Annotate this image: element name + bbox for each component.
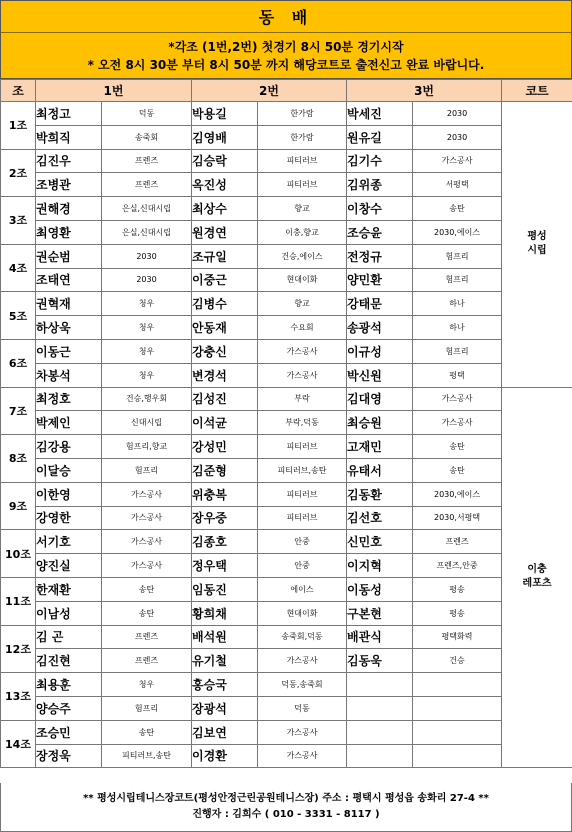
player-name: 최정호 — [36, 387, 102, 411]
player-name: 이경환 — [192, 744, 258, 768]
notice-line-1: *각조 (1번,2번) 첫경기 8시 50분 경기시작 — [168, 39, 404, 54]
player-club: 건승 — [413, 649, 502, 673]
player-club: 은실,신대시립 — [102, 220, 192, 244]
table-row — [1, 244, 572, 268]
player-name: 배관식 — [347, 625, 413, 649]
player-club: 프렌즈 — [102, 149, 192, 173]
player-name: 박신원 — [347, 363, 413, 387]
player-name: 원경연 — [192, 220, 258, 244]
player-club: 덕동 — [258, 696, 347, 720]
player-club: 현대이화 — [258, 268, 347, 292]
table-row — [1, 696, 572, 720]
player-club: 프렌즈 — [102, 173, 192, 197]
table-row — [1, 125, 572, 149]
player-name: 하상욱 — [36, 316, 102, 340]
player-name: 송광석 — [347, 316, 413, 340]
player-club: 평택 — [413, 363, 502, 387]
player-club: 송죽회 — [102, 125, 192, 149]
footer — [0, 783, 572, 832]
player-club: 덕동,송죽회 — [258, 673, 347, 697]
player-club: 험프리 — [413, 339, 502, 363]
player-club: 피티러브 — [258, 149, 347, 173]
player-club: 험프리 — [102, 696, 192, 720]
table-row — [1, 554, 572, 578]
player-name: 이동성 — [347, 577, 413, 601]
player-club: 2030 — [102, 244, 192, 268]
player-name: 양진실 — [36, 554, 102, 578]
player-name: 황희채 — [192, 601, 258, 625]
table-row — [1, 149, 572, 173]
table-row — [1, 363, 572, 387]
player-name: 안동재 — [192, 316, 258, 340]
header-group: 조 — [1, 80, 36, 102]
player-club: 2030 — [102, 268, 192, 292]
player-club — [413, 744, 502, 768]
table-row — [1, 339, 572, 363]
player-name: 김 곤 — [36, 625, 102, 649]
player-club: 가스공사 — [258, 720, 347, 744]
player-club: 2030,서평택 — [413, 506, 502, 530]
player-name: 강성민 — [192, 435, 258, 459]
player-name: 양민환 — [347, 268, 413, 292]
player-club: 청우 — [102, 673, 192, 697]
player-name: 이석균 — [192, 411, 258, 435]
player-name: 조병관 — [36, 173, 102, 197]
player-club: 피티러브 — [258, 435, 347, 459]
table-row — [1, 173, 572, 197]
table-header-row — [1, 80, 572, 102]
table-row — [1, 482, 572, 506]
player-club: 가스공사 — [413, 411, 502, 435]
player-club: 험프리 — [102, 458, 192, 482]
player-club: 수요회 — [258, 316, 347, 340]
table-row — [1, 292, 572, 316]
player-club: 피티러브 — [258, 482, 347, 506]
group-label: 8조 — [1, 435, 36, 483]
group-label: 1조 — [1, 102, 36, 150]
player-club: 서평택 — [413, 173, 502, 197]
player-name: 위충복 — [192, 482, 258, 506]
player-name: 이동근 — [36, 339, 102, 363]
player-name: 박희직 — [36, 125, 102, 149]
player-name: 김병수 — [192, 292, 258, 316]
player-name: 강태문 — [347, 292, 413, 316]
group-label: 2조 — [1, 149, 36, 197]
player-club: 송탄 — [102, 577, 192, 601]
player-name — [347, 744, 413, 768]
player-club: 에이스 — [258, 577, 347, 601]
player-name: 박제인 — [36, 411, 102, 435]
player-club: 가스공사 — [258, 649, 347, 673]
player-name: 조규일 — [192, 244, 258, 268]
player-club — [413, 720, 502, 744]
group-label: 10조 — [1, 530, 36, 578]
player-club: 가스공사 — [258, 363, 347, 387]
player-club — [413, 696, 502, 720]
player-name: 이규성 — [347, 339, 413, 363]
group-label: 9조 — [1, 482, 36, 530]
player-name: 김위종 — [347, 173, 413, 197]
header-player-3: 3번 — [347, 80, 502, 102]
player-club: 건승,에이스 — [258, 244, 347, 268]
player-club: 한가람 — [258, 102, 347, 126]
table-row — [1, 601, 572, 625]
player-name: 장정욱 — [36, 744, 102, 768]
player-club: 2030,에이스 — [413, 220, 502, 244]
table-row — [1, 577, 572, 601]
player-name: 김대영 — [347, 387, 413, 411]
table-row — [1, 220, 572, 244]
player-club: 건승,행우회 — [102, 387, 192, 411]
player-club: 험프리,향교 — [102, 435, 192, 459]
header-player-2: 2번 — [192, 80, 347, 102]
player-name: 강영한 — [36, 506, 102, 530]
player-name: 전정규 — [347, 244, 413, 268]
table-row — [1, 506, 572, 530]
player-name: 정우택 — [192, 554, 258, 578]
group-label: 7조 — [1, 387, 36, 435]
player-club: 가스공사 — [413, 387, 502, 411]
table-row — [1, 458, 572, 482]
group-label: 4조 — [1, 244, 36, 292]
player-name: 한재환 — [36, 577, 102, 601]
table-row — [1, 411, 572, 435]
player-club: 가스공사 — [102, 482, 192, 506]
player-name: 홍승국 — [192, 673, 258, 697]
player-name: 김영배 — [192, 125, 258, 149]
player-name: 배석원 — [192, 625, 258, 649]
player-name: 이중근 — [192, 268, 258, 292]
table-row — [1, 530, 572, 554]
player-name: 김보연 — [192, 720, 258, 744]
player-name: 김종호 — [192, 530, 258, 554]
player-name: 원유길 — [347, 125, 413, 149]
player-name: 조태연 — [36, 268, 102, 292]
player-club: 현대이화 — [258, 601, 347, 625]
player-name: 권혁재 — [36, 292, 102, 316]
player-name: 최상수 — [192, 197, 258, 221]
player-name: 최용훈 — [36, 673, 102, 697]
player-name: 김승락 — [192, 149, 258, 173]
player-name: 이창수 — [347, 197, 413, 221]
player-name: 김성진 — [192, 387, 258, 411]
table-row — [1, 720, 572, 744]
group-label: 5조 — [1, 292, 36, 340]
player-name: 신민호 — [347, 530, 413, 554]
player-name: 이지혁 — [347, 554, 413, 578]
notice-banner — [0, 33, 572, 79]
table-row — [1, 435, 572, 459]
footer-address: ** 평성시립테니스장코트(평성안정근린공원테니스장) 주소 : 평택시 평성읍 송화리 27-4 ** — [83, 793, 489, 804]
player-name: 김기수 — [347, 149, 413, 173]
player-club: 2030,에이스 — [413, 482, 502, 506]
footer-organizer: 진행자 : 김희수 ( 010 - 3331 - 8117 ) — [192, 809, 380, 820]
player-club: 송탄 — [413, 458, 502, 482]
table-row — [1, 102, 572, 126]
player-name — [347, 720, 413, 744]
player-name: 김진현 — [36, 649, 102, 673]
player-name: 변경석 — [192, 363, 258, 387]
player-name: 서기호 — [36, 530, 102, 554]
player-name: 옥진성 — [192, 173, 258, 197]
group-table — [0, 79, 572, 768]
player-club: 평택화력 — [413, 625, 502, 649]
player-club: 가스공사 — [413, 149, 502, 173]
table-row — [1, 673, 572, 697]
player-name: 차봉석 — [36, 363, 102, 387]
player-name: 권해경 — [36, 197, 102, 221]
player-club: 향교 — [258, 197, 347, 221]
player-club: 안중 — [258, 554, 347, 578]
table-row — [1, 387, 572, 411]
player-name: 김진우 — [36, 149, 102, 173]
player-name: 장우중 — [192, 506, 258, 530]
player-name: 고재민 — [347, 435, 413, 459]
player-club: 청우 — [102, 292, 192, 316]
group-label: 13조 — [1, 673, 36, 721]
player-club: 청우 — [102, 363, 192, 387]
player-club: 가스공사 — [102, 506, 192, 530]
player-club: 프렌즈 — [102, 625, 192, 649]
header-player-1: 1번 — [36, 80, 192, 102]
player-name: 김동욱 — [347, 649, 413, 673]
player-club: 험프리 — [413, 268, 502, 292]
player-name: 김동환 — [347, 482, 413, 506]
table-row — [1, 268, 572, 292]
player-name: 최정고 — [36, 102, 102, 126]
header-court: 코트 — [502, 80, 572, 102]
player-name: 조승윤 — [347, 220, 413, 244]
player-name: 최영환 — [36, 220, 102, 244]
player-club: 피티러브 — [258, 506, 347, 530]
player-club: 향교 — [258, 292, 347, 316]
table-row — [1, 744, 572, 768]
player-club: 안중 — [258, 530, 347, 554]
player-club: 송탄 — [102, 601, 192, 625]
group-label: 3조 — [1, 197, 36, 245]
table-row — [1, 625, 572, 649]
player-club: 2030 — [413, 125, 502, 149]
player-club: 피티러브,송탄 — [258, 458, 347, 482]
player-name: 이달승 — [36, 458, 102, 482]
player-name: 유기철 — [192, 649, 258, 673]
player-club: 청우 — [102, 339, 192, 363]
group-label: 11조 — [1, 577, 36, 625]
player-club: 송탄 — [102, 720, 192, 744]
player-name: 김준형 — [192, 458, 258, 482]
player-name: 장광석 — [192, 696, 258, 720]
player-name: 최승원 — [347, 411, 413, 435]
player-club: 부락,덕동 — [258, 411, 347, 435]
player-name: 이남성 — [36, 601, 102, 625]
player-name: 조승민 — [36, 720, 102, 744]
player-club: 가스공사 — [102, 530, 192, 554]
player-club: 은실,신대시립 — [102, 197, 192, 221]
table-row — [1, 197, 572, 221]
player-club: 하나 — [413, 316, 502, 340]
player-club: 한가람 — [258, 125, 347, 149]
player-name: 구본현 — [347, 601, 413, 625]
player-club: 송죽회,덕동 — [258, 625, 347, 649]
player-club: 가스공사 — [258, 339, 347, 363]
player-name: 박세진 — [347, 102, 413, 126]
player-club: 피티러브 — [258, 173, 347, 197]
table-row — [1, 316, 572, 340]
player-club: 프렌즈,안중 — [413, 554, 502, 578]
player-club: 평송 — [413, 601, 502, 625]
player-name: 김선호 — [347, 506, 413, 530]
player-club: 가스공사 — [258, 744, 347, 768]
player-club: 2030 — [413, 102, 502, 126]
player-club: 청우 — [102, 316, 192, 340]
court-cell: 평성 시립 — [502, 102, 572, 388]
player-name: 임동진 — [192, 577, 258, 601]
group-label: 6조 — [1, 339, 36, 387]
player-club: 송탄 — [413, 197, 502, 221]
player-club: 송탄 — [413, 435, 502, 459]
group-label: 14조 — [1, 720, 36, 768]
player-club: 험프리 — [413, 244, 502, 268]
court-cell: 이충 레포츠 — [502, 387, 572, 768]
player-club: 프렌즈 — [102, 649, 192, 673]
player-club: 덕동 — [102, 102, 192, 126]
player-name: 김강용 — [36, 435, 102, 459]
player-club — [413, 673, 502, 697]
player-club: 신대시립 — [102, 411, 192, 435]
player-name — [347, 696, 413, 720]
group-label: 12조 — [1, 625, 36, 673]
player-name: 권순범 — [36, 244, 102, 268]
player-club: 피티러브,송탄 — [102, 744, 192, 768]
player-name: 박용길 — [192, 102, 258, 126]
player-club: 평송 — [413, 577, 502, 601]
page-title: 동 배 — [0, 0, 572, 33]
player-name — [347, 673, 413, 697]
player-club: 프렌즈 — [413, 530, 502, 554]
notice-line-2: * 오전 8시 30분 부터 8시 50분 까지 해당코트로 출전신고 완료 바랍니다. — [87, 57, 485, 72]
player-club: 부락 — [258, 387, 347, 411]
player-name: 유태서 — [347, 458, 413, 482]
table-row — [1, 649, 572, 673]
player-club: 이충,향교 — [258, 220, 347, 244]
player-name: 강충신 — [192, 339, 258, 363]
player-name: 양승주 — [36, 696, 102, 720]
player-club: 하나 — [413, 292, 502, 316]
player-club: 가스공사 — [102, 554, 192, 578]
player-name: 이한영 — [36, 482, 102, 506]
